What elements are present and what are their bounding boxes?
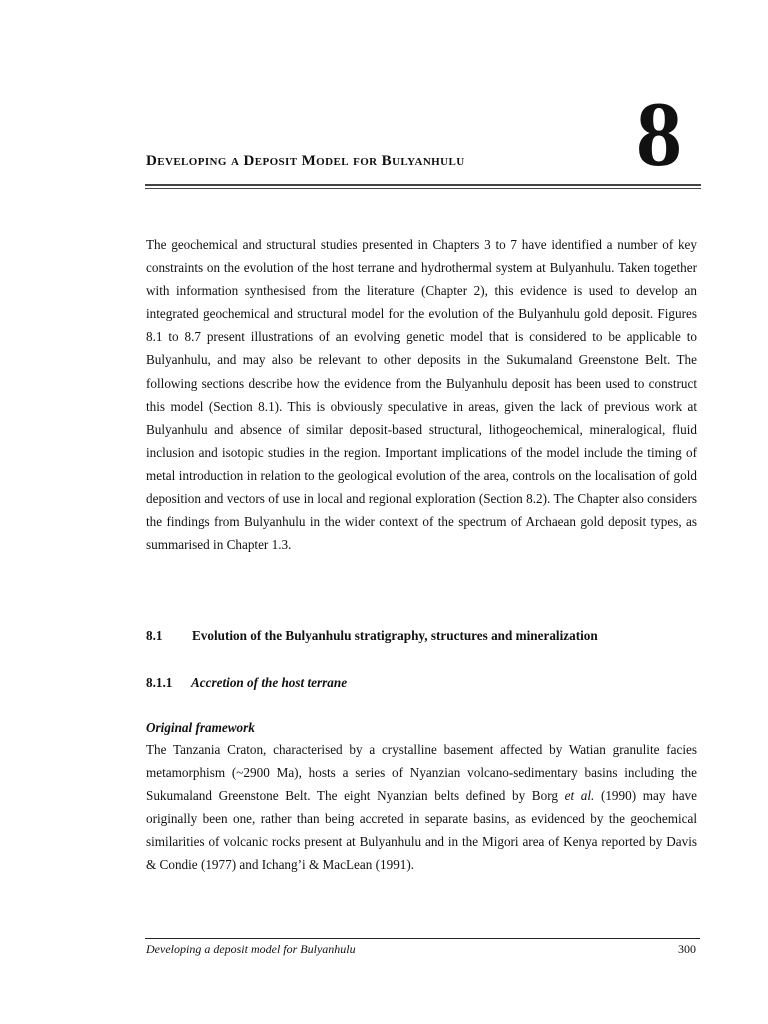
intro-paragraph: The geochemical and structural studies presented in Chapters 3 to 7 have identified a number of key constraints on the evolution of the host terrane and hydrothermal system at Bulyanhulu. Taken together with information synthesised from the literature (Chapter 2), this evidence is used to develop an integrated geochemical and structural model for the evolution of the Bulyanhulu gold deposit. Figures 8.1 to 8.7 present illustrations of an evolving genetic model that is considered to be applicable to Bulyanhulu, and may also be relevant to other deposits in the Sukumaland Greenstone Belt. The following sections describe how the evidence from the Bulyanhulu deposit has been used to construct this model (Section 8.1). This is obviously speculative in areas, given the lack of previous work at Bulyanhulu and absence of similar deposit-based structural, lithogeochemical, mineralogical, fluid inclusion and isotopic studies in the region. Important implications of the model include the timing of metal introduction in relation to the geological evolution of the area, controls on the localisation of gold deposition and vectors of use in local and regional exploration (Section 8.2). The Chapter also considers the findings from Bulyanhulu in the wider context of the spectrum of Archaean gold deposit types, as summarised in Chapter 1.3. <box>146 237 697 553</box>
footer-rule <box>145 938 700 939</box>
section-title: Evolution of the Bulyanhulu stratigraphy, structures and mineralization <box>192 628 598 643</box>
framework-text-part1: The Tanzania Craton, characterised by a crystalline basement affected by Watian granulite facies metamorphism (~2900 Ma), hosts a series of Nyanzian volcano-sedimentary basins including the Sukumaland Greenstone Belt. The eight Nyanzian belts defined by Borg <box>146 742 697 804</box>
footer-running-title: Developing a deposit model for Bulyanhulu <box>146 942 356 956</box>
section-number: 8.1 <box>146 628 163 643</box>
subsection-title: Accretion of the host terrane <box>191 675 348 690</box>
subsection-number: 8.1.1 <box>146 675 173 690</box>
chapter-number: 8 <box>636 83 682 185</box>
section-heading-8-1 <box>146 628 598 644</box>
subheading-original-framework: Original framework <box>146 720 255 735</box>
framework-text-part2: (1990) may have originally been one, rather than being accreted in separate basins, as evidenced by the geochemical similarities of volcanic rocks present at Bulyanhulu and in the Migori area of Kenya reported by Davis & Condie (1977) and Ichang’i & MacLean (1991). <box>146 788 697 873</box>
title-rule <box>145 184 701 189</box>
page-number: 300 <box>678 942 696 956</box>
chapter-title: Developing a Deposit Model for Bulyanhulu <box>146 153 465 169</box>
et-al: et al. <box>564 788 595 804</box>
subsection-heading-8-1-1 <box>146 675 347 691</box>
framework-paragraph <box>146 738 697 877</box>
